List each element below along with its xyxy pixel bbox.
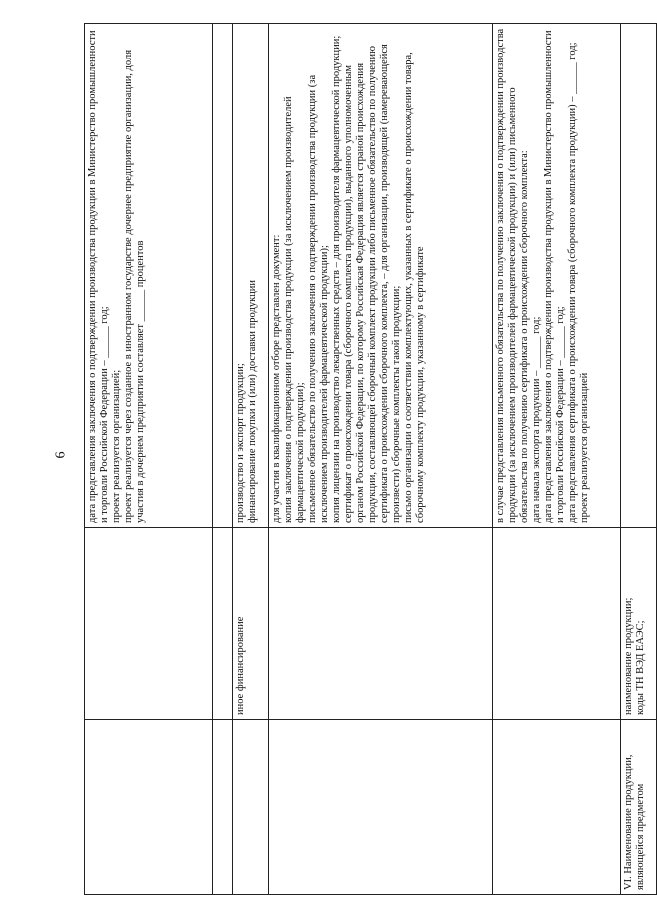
table-row <box>269 24 493 895</box>
table-cell <box>621 720 657 895</box>
table-cell <box>621 24 657 528</box>
cell-text: VI. Наименование продукции, являющейся предметом <box>623 754 646 890</box>
table-row <box>493 24 621 895</box>
table-cell <box>213 720 233 895</box>
table-cell <box>85 528 213 720</box>
cell-text: производство и экспорт продукции; финансирование покупки и (или) доставки продукции <box>235 279 258 523</box>
table-cell <box>493 24 621 528</box>
table-cell <box>493 720 621 895</box>
table-cell <box>85 24 213 528</box>
rotated-table-container <box>84 28 646 895</box>
cell-text: наименование продукции; коды ТН ВЭД ЕАЭС; <box>623 597 646 715</box>
table-cell <box>621 528 657 720</box>
table-cell <box>269 720 493 895</box>
table-cell <box>233 24 269 528</box>
table-row <box>233 24 269 895</box>
cell-text: для участия в квалификационном отборе представлен документ: копия заключения о подтверждении производства продукции (за исключением производителей фармацевтической продукции); письменное обязательство по получению заключения о подтверждении производства продукции (за исключением производителей фармацевтической продукции); копия лицензии на производство лекарственных средств – для производителя фармацевтической продукции; сертификат о происхождении товара (сборочного комплекта продукции), выданного уполномоченным органом Российской Федерации, по которому Российская Федерация является страной происхождения продукции, составляющей сборочный комплект продукции либо письменное обязательство по получению сертификата о происхождении сборочного комплекта, – для организации, производящей (намеревающейся произвести) сборочные комплекты такой продукции; письмо организации о соответствии комплектующих, указанных в сертификате о происхождении товара, сборочному комплекту продукции, указанному в сертификате <box>271 35 426 523</box>
cell-text: дата представления заключения о подтверждении производства продукции в Министерство промышленности и торговли Российской Федерации – ______ год; проект реализуется организацией; проект реализуется через созданное в иностранном государстве дочернее предприятие организации, доля участия в дочернем предприятии составляет ______ процентов <box>87 30 146 523</box>
table-row <box>213 24 233 895</box>
cell-text: иное финансирование <box>235 616 246 715</box>
table-cell <box>213 528 233 720</box>
application-table <box>84 23 657 895</box>
table-cell <box>233 528 269 720</box>
cell-text: в случае представления письменного обязательства по получению заключения о подтверждении производства продукции (за исключением производителей фармацевтической продукции) и (или) письменного обязательства по получению сертификата о происхождении сборочного комплекта: дата начала экспорта продукции – ______ год; дата представления заключения о подтверждении производства продукции в Министерство промышленности и торговли Российской Федерации – ______ год; дата представления сертификата о происхождении товара (сборочного комплекта продукции) – ______ год; проект реализуется организацией <box>495 28 590 523</box>
table-cell <box>269 528 493 720</box>
table-cell <box>269 24 493 528</box>
table-cell <box>85 720 213 895</box>
page-number: 6 <box>53 451 69 459</box>
table-row <box>621 24 657 895</box>
table-row <box>85 24 213 895</box>
table-cell <box>493 528 621 720</box>
table-cell <box>213 24 233 528</box>
table-cell <box>233 720 269 895</box>
